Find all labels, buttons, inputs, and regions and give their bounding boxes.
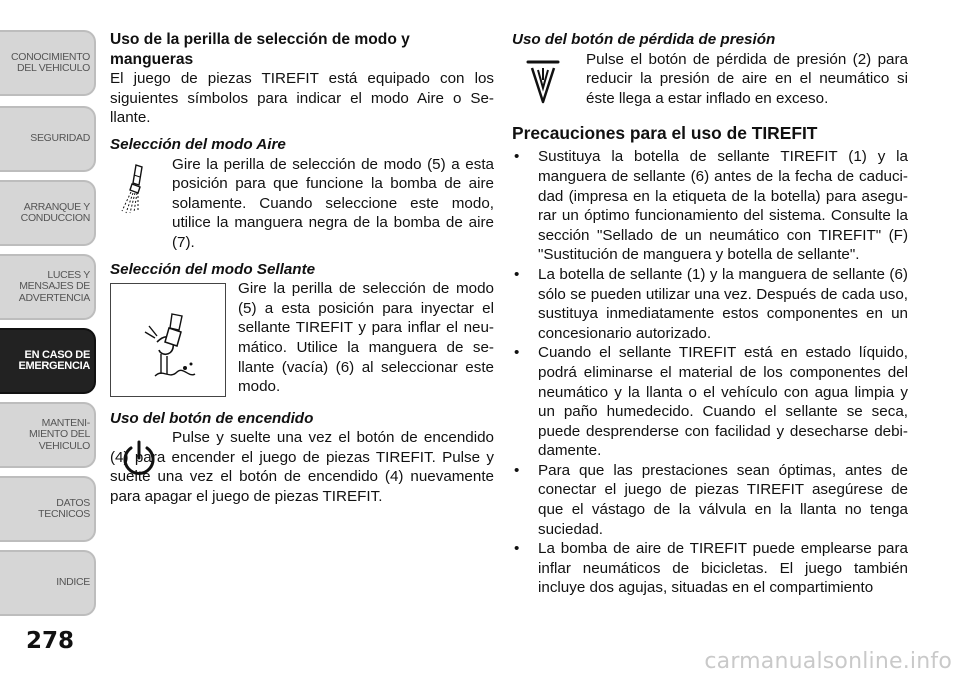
deflate-button-title: Uso del botón de pérdida de presión <box>512 31 776 48</box>
precautions-heading: Precauciones para el uso de TIREFIT <box>512 123 818 144</box>
sealant-mode-icon <box>111 284 225 396</box>
left-column <box>110 30 494 507</box>
tab-indice[interactable]: INDICE <box>0 550 96 616</box>
air-mode-text: Gire la perilla de selección de modo (5) a esta posición para que funcione la bomba de aire solamente. Cuando seleccione este modo, utilice la manguera negra de la bomba de aire (7). <box>172 155 494 251</box>
page-number: 278 <box>25 628 74 654</box>
right-column <box>512 30 908 598</box>
chapter-tabs <box>0 0 100 678</box>
deflate-button-block <box>512 50 908 109</box>
list-item: • La botella de sellante (1) y la manguera de sellante (6) sólo se pueden utilizar una vez. Después de cada uso, sustituya inmediatamente estos componentes en un concesionario autorizado. <box>512 265 908 343</box>
air-mode-brush-icon <box>120 163 148 215</box>
list-item: • Para que las prestaciones sean óptimas, antes de conectar el juego de piezas TIREFIT asegúrese de que el vástago de la válvula en la llanta no tenga suciedad. <box>512 461 908 539</box>
tab-en-caso-de-emergencia[interactable]: EN CASO DE EMERGENCIA <box>0 328 96 394</box>
list-item: • Sustituya la botella de sellante TIREFIT (1) y la manguera de sellante (6) antes de la fecha de caduci-dad (impresa en la etiqueta de la botella) para asegu-rar un óptimo funcionamiento del sistema. Consulte la sección "Sellado de un neumático con TIREFIT" (F) "Sustitución de manguera y botella de sellante". <box>512 147 908 265</box>
deflate-button-text: Pulse el botón de pérdida de presión (2) para reducir la presión de aire en el neumático si éste llega a estar inflado en exceso. <box>586 50 908 107</box>
tab-datos-tecnicos[interactable]: DATOS TECNICOS <box>0 476 96 542</box>
tab-seguridad[interactable]: SEGURIDAD <box>0 106 96 172</box>
sealant-mode-block <box>110 279 494 397</box>
tab-mantenimiento[interactable]: MANTENI- MIENTO DEL VEHICULO <box>0 402 96 468</box>
tab-luces-y-mensajes[interactable]: LUCES Y MENSAJES DE ADVERTENCIA <box>0 254 96 320</box>
power-button-block <box>110 428 494 506</box>
tab-conocimiento-del-vehiculo[interactable]: CONOCIMIENTO DEL VEHICULO <box>0 30 96 96</box>
sealant-mode-title: Selección del modo Sellante <box>110 260 316 278</box>
air-mode-block <box>110 155 494 253</box>
watermark: carmanualsonline.info <box>704 649 952 674</box>
intro-paragraph: El juego de piezas TIREFIT está equipado con los siguientes símbolos para indicar el modo Aire o Se-llante. <box>110 70 494 127</box>
power-button-title: Uso del botón de encendido <box>110 409 314 427</box>
power-button-text: Pulse y suelte una vez el botón de encendido (4) para encender el juego de piezas TIREFIT. Pulse y suelte una vez el botón de encendido (4) nuevamente para apagar el juego de piezas TIREFIT. <box>110 429 494 506</box>
list-item: • La bomba de aire de TIREFIT puede emplearse para inflar neumáticos de bicicletas. El juego también incluye dos agujas, situadas en el compartimiento <box>512 539 908 598</box>
pressure-release-icon <box>526 56 560 106</box>
tab-arranque-y-conduccion[interactable]: ARRANQUE Y CONDUCCION <box>0 180 96 246</box>
sealant-mode-text: Gire la perilla de selección de modo (5) a esta posición para inyectar el sellante TIREFIT y para inflar el neu-mático. Utilice la manguera de se-llante (vacía) (6) al seleccionar este modo. <box>238 280 494 396</box>
precautions-list <box>512 147 908 598</box>
list-item: • Cuando el sellante TIREFIT está en estado líquido, podrá eliminarse el material de los componentes del neumático y la llanta o el vehículo con agua limpia y un paño humedecido. Cuando el sellante se seca, puede desprenderse con facilidad y desecharse debi-damente. <box>512 343 908 461</box>
section-heading-mode-selector: Uso de la perilla de selección de modo y mangueras <box>110 31 410 68</box>
sealant-icon-frame <box>110 283 226 397</box>
air-mode-title: Selección del modo Aire <box>110 135 286 153</box>
power-button-icon <box>120 440 158 478</box>
